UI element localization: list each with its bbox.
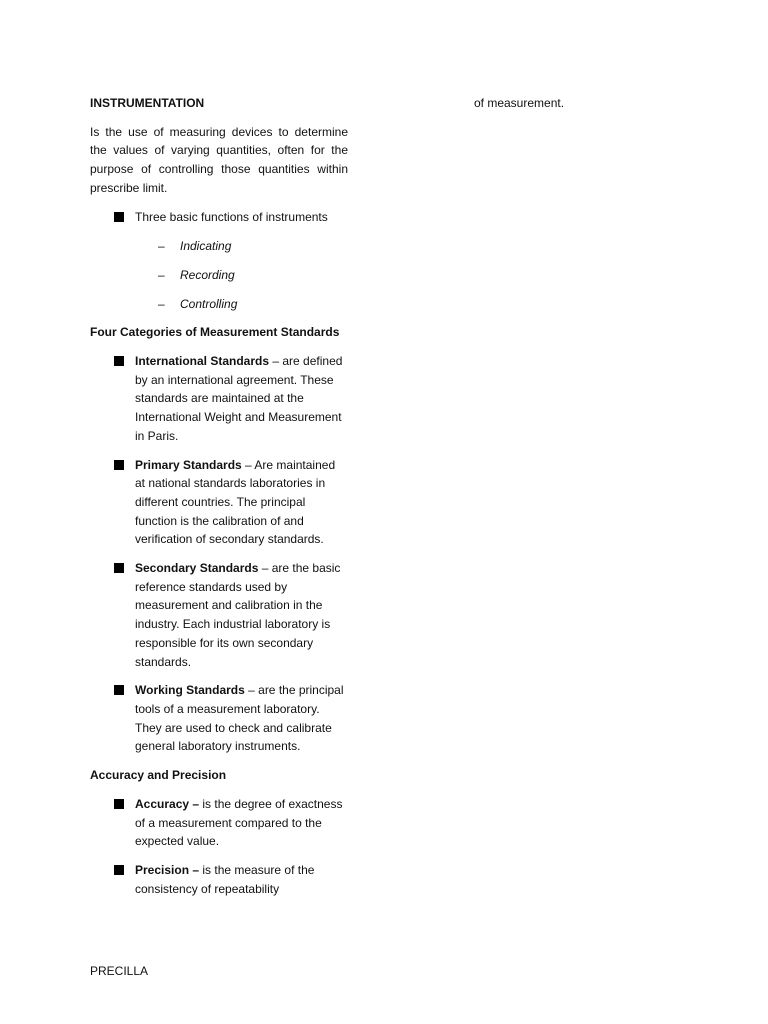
category-term: Secondary Standards <box>135 561 259 576</box>
function-item-label: Controlling <box>180 296 238 311</box>
square-bullet-icon <box>114 685 124 695</box>
function-item-label: Indicating <box>180 239 232 254</box>
category-secondary <box>90 559 348 671</box>
accuracy-item <box>90 795 348 851</box>
square-bullet-icon <box>114 212 124 222</box>
precision-term: Precision – <box>135 862 200 877</box>
square-bullet-icon <box>114 563 124 573</box>
function-item-indicating <box>90 237 348 256</box>
dash-icon: – <box>158 296 165 311</box>
precision-description: is the measure of the consistency of repeatability <box>135 862 315 896</box>
functions-heading: Three basic functions of instruments <box>135 209 328 224</box>
right-column <box>474 94 674 113</box>
category-term: Working Standards <box>135 683 245 698</box>
continued-text: of measurement. <box>474 96 565 110</box>
function-item-label: Recording <box>180 267 235 282</box>
category-description: – Are maintained at national standards laboratories in different countries. The principal function is the calibration of and verification of secondary standards. <box>135 457 336 547</box>
category-working <box>90 681 348 756</box>
precision-item <box>90 861 348 898</box>
page-title: INSTRUMENTATION <box>90 96 205 110</box>
category-description: – are the basic reference standards used by measurement and calibration in the industry. Each industrial laboratory is responsible for its own secondary standards. <box>135 561 341 669</box>
page-footer: PRECILLA <box>90 964 149 978</box>
category-description: – are the principal tools of a measurement laboratory. They are used to check and calibrate general laboratory instruments. <box>135 683 344 754</box>
square-bullet-icon <box>114 356 124 366</box>
category-primary <box>90 456 348 550</box>
function-item-recording <box>90 266 348 285</box>
dash-icon: – <box>158 267 165 282</box>
dash-icon: – <box>158 239 165 254</box>
category-term: Primary Standards <box>135 457 242 472</box>
category-international <box>90 352 348 446</box>
category-description: – are defined by an international agreement. These standards are maintained at the International Weight and Measurement in Paris. <box>135 354 343 443</box>
square-bullet-icon <box>114 865 124 875</box>
functions-bullet <box>90 208 348 227</box>
square-bullet-icon <box>114 460 124 470</box>
category-term: International Standards <box>135 354 270 369</box>
left-column <box>90 94 348 898</box>
accuracy-term: Accuracy – <box>135 796 200 811</box>
accuracy-description: is the degree of exactness of a measurement compared to the expected value. <box>135 796 343 849</box>
accuracy-heading: Accuracy and Precision <box>90 768 227 783</box>
square-bullet-icon <box>114 799 124 809</box>
categories-heading: Four Categories of Measurement Standards <box>90 325 340 340</box>
function-item-controlling <box>90 295 348 314</box>
intro-paragraph: Is the use of measuring devices to determine the values of varying quantities, often for the purpose of controlling those quantities within prescribe limit. <box>90 124 348 195</box>
